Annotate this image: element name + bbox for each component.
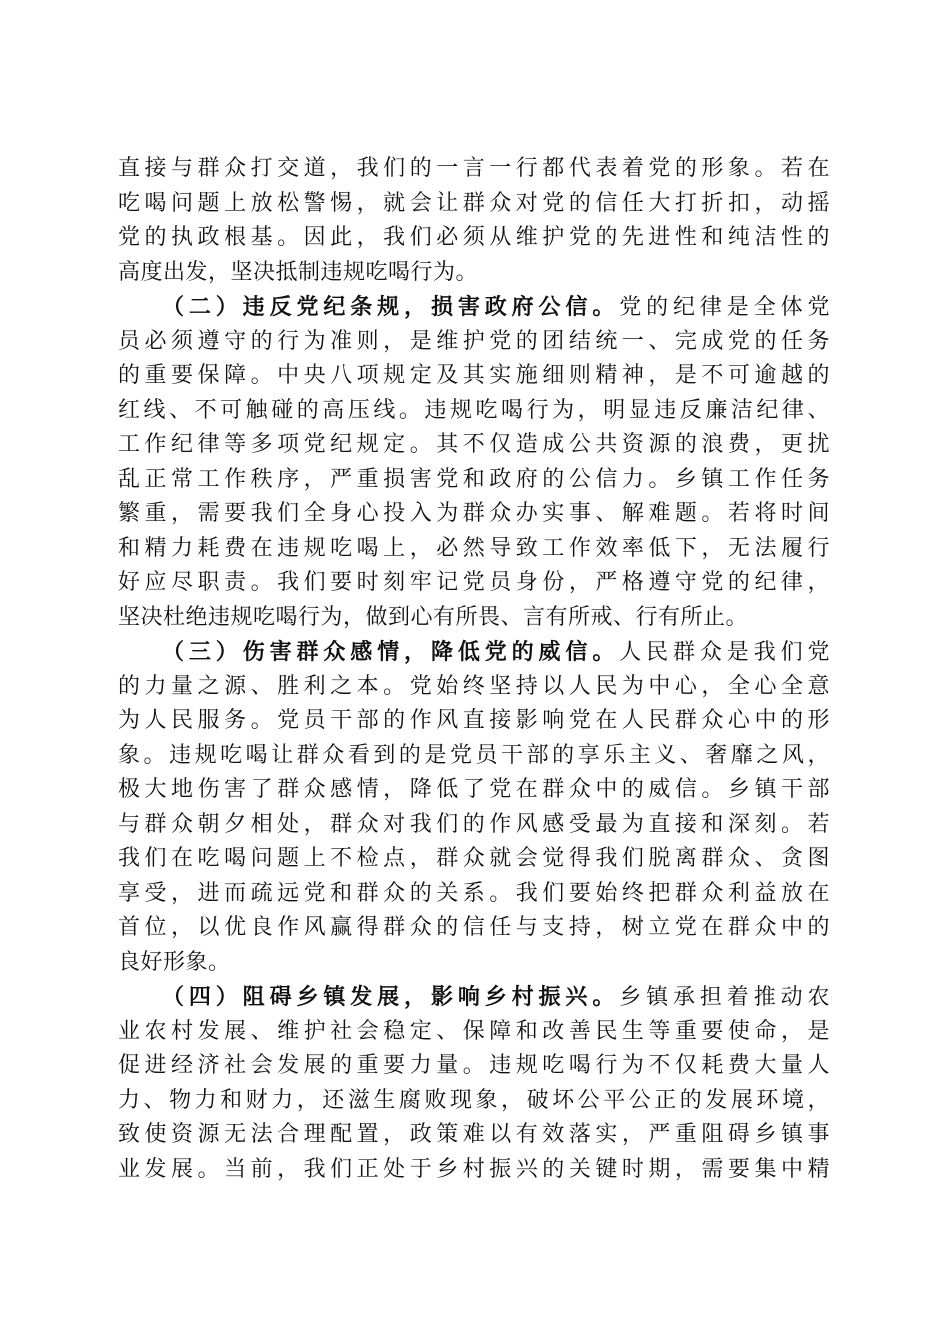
section-2-first-line	[118, 290, 830, 325]
text-line: 促进经济社会发展的重要力量。违规吃喝行为不仅耗费大量人	[118, 1053, 830, 1078]
text-line: 为人民服务。党员干部的作风直接影响党在人民群众心中的形	[118, 708, 830, 733]
text-line: 业农村发展、维护社会稳定、保障和改善民生等重要使命，是	[118, 1018, 830, 1044]
document-page	[118, 152, 830, 1187]
text-line: 党的执政根基。因此，我们必须从维护党的先进性和纯洁性的	[118, 225, 830, 250]
text-line: 的力量之源、胜利之本。党始终坚持以人民为中心，全心全意	[118, 673, 830, 699]
text-line: 繁重，需要我们全身心投入为群众办实事、解难题。若将时间	[118, 501, 830, 526]
section-4-first-tail: 乡镇承担着推动农	[619, 985, 830, 1010]
text-line: 好应尽职责。我们要时刻牢记党员身份，严格遵守党的纪律，	[118, 570, 830, 595]
section-3-heading: （三）伤害群众感情，降低党的威信。	[162, 639, 620, 665]
section-4-paragraph	[118, 980, 830, 1187]
text-line: 员必须遵守的行为准则，是维护党的团结统一、完成党的任务	[118, 328, 830, 354]
text-line: 首位，以优良作风赢得群众的信任与支持，树立党在群众中的	[118, 915, 830, 940]
section-4-heading: （四）阻碍乡镇发展，影响乡村振兴。	[162, 984, 620, 1010]
text-line: 与群众朝夕相处，群众对我们的作风感受最为直接和深刻。若	[118, 811, 830, 837]
text-line: 我们在吃喝问题上不检点，群众就会觉得我们脱离群众、贪图	[118, 846, 830, 871]
text-line: 高度出发，坚决抵制违规吃喝行为。	[118, 259, 479, 285]
section-2-first-tail: 党的纪律是全体党	[619, 295, 830, 320]
text-line: 极大地伤害了群众感情，降低了党在群众中的威信。乡镇干部	[118, 777, 830, 802]
text-line: 直接与群众打交道，我们的一言一行都代表着党的形象。若在	[118, 156, 830, 181]
section-4-first-line	[118, 980, 830, 1015]
text-line: 的重要保障。中央八项规定及其实施细则精神，是不可逾越的	[118, 363, 830, 388]
text-line: 业发展。当前，我们正处于乡村振兴的关键时期，需要集中精	[118, 1156, 830, 1182]
section-3-first-tail: 人民群众是我们党	[619, 640, 830, 665]
text-line: 坚决杜绝违规吃喝行为，做到心有所畏、言有所戒、行有所止。	[118, 604, 749, 630]
section-2-heading: （二）违反党纪条规，损害政府公信。	[162, 294, 620, 320]
section-2-paragraph	[118, 290, 830, 635]
section-3-paragraph	[118, 635, 830, 980]
text-line: 享受，进而疏远党和群众的关系。我们要始终把群众利益放在	[118, 880, 830, 906]
text-line: 吃喝问题上放松警惕，就会让群众对党的信任大打折扣，动摇	[118, 190, 830, 216]
text-line: 乱正常工作秩序，严重损害党和政府的公信力。乡镇工作任务	[118, 466, 830, 492]
text-line: 良好形象。	[118, 949, 231, 975]
text-line: 和精力耗费在违规吃喝上，必然导致工作效率低下，无法履行	[118, 535, 830, 561]
text-line: 象。违规吃喝让群众看到的是党员干部的享乐主义、奢靡之风，	[118, 742, 830, 768]
text-line: 工作纪律等多项党纪规定。其不仅造成公共资源的浪费，更扰	[118, 432, 830, 457]
text-line: 红线、不可触碰的高压线。违规吃喝行为，明显违反廉洁纪律、	[118, 397, 830, 423]
section-3-first-line	[118, 635, 830, 670]
text-line: 力、物力和财力，还滋生腐败现象，破坏公平公正的发展环境，	[118, 1087, 830, 1113]
text-line: 致使资源无法合理配置，政策难以有效落实，严重阻碍乡镇事	[118, 1122, 830, 1147]
intro-paragraph	[118, 152, 830, 290]
